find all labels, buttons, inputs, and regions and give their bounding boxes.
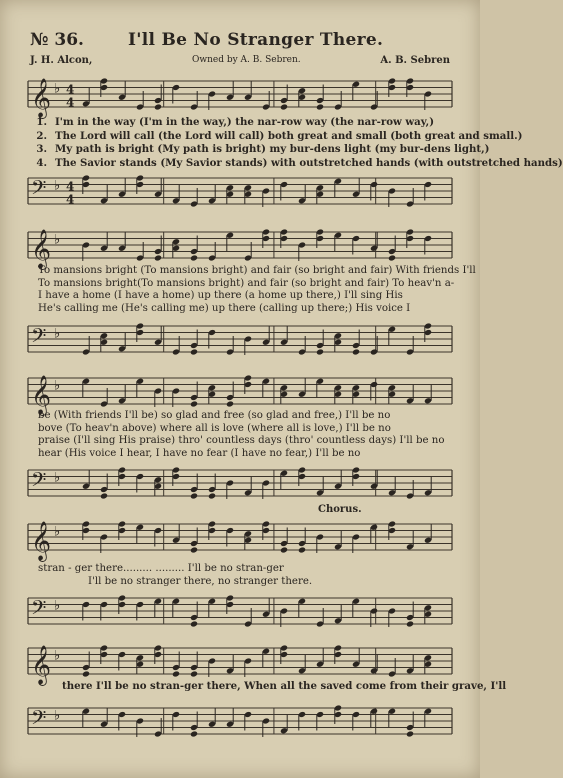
svg-text:𝄢: 𝄢 [31,596,47,624]
svg-text:♭: ♭ [54,378,61,394]
verse-line-3-2: bove (To heav'n above) where all is love (where all is love,) I'll be no [38,422,391,434]
svg-text:♭: ♭ [54,81,61,97]
verse-lines-block-2 [38,265,476,315]
hymn-number: № 36. [30,30,84,50]
svg-text:𝄢: 𝄢 [31,324,47,352]
treble-staff-2 [28,226,452,270]
verse-lines-block-1 [32,116,563,170]
svg-text:4: 4 [66,192,75,207]
verse-line-3-3: praise (I'll sing His praise) thro' countless days (thro' countless days) I'll be no [38,435,445,447]
verse-line-4: 4. The Savior stands (My Savior stands) with outstretched hands (with outstretched hands) [36,156,563,169]
verse-lines-block-3 [38,410,445,460]
svg-text:𝄞: 𝄞 [31,78,52,118]
svg-text:♭: ♭ [54,178,61,194]
verse-line-3-1: be (With friends I'll be) so glad and free (so glad and free,) I'll be no [38,410,391,421]
svg-text:♭: ♭ [54,470,61,486]
svg-text:4: 4 [66,82,75,97]
verse-line-2-4: He's calling me (He's calling me) up there (calling up there;) His voice I [38,302,411,314]
svg-text:4: 4 [66,95,75,110]
composer-credit: A. B. Sebren [380,55,450,66]
svg-text:♭: ♭ [54,524,61,540]
bass-staff-5 [28,702,452,746]
svg-text:𝄞: 𝄞 [31,229,52,269]
svg-text:𝄞: 𝄞 [31,375,52,415]
treble-staff-1 [28,75,452,119]
chorus-lyrics [38,563,312,588]
svg-text:♭: ♭ [54,708,61,724]
bass-staff-2 [28,320,452,364]
verse-line-2-2: To mansions bright(To mansions bright) and fair (so bright and fair) To heav'n a- [38,277,455,289]
chorus-line-1: stran - ger there......... ......... I'll be no stran-ger [38,563,284,574]
svg-text:𝄢: 𝄢 [31,706,47,734]
svg-text:𝄢: 𝄢 [31,176,47,204]
bass-staff-4 [28,592,452,636]
svg-text:♭: ♭ [54,648,61,664]
verse-line-3-4: hear (His voice I hear, I have no fear (I have no fear,) I'll be no [38,447,361,459]
svg-text:𝄞: 𝄞 [31,521,52,561]
credits-line [30,55,450,67]
copyright-credit: Owned by A. B. Sebren. [192,55,301,65]
svg-text:𝄢: 𝄢 [31,468,47,496]
svg-text:♭: ♭ [54,598,61,614]
svg-text:𝄞: 𝄞 [31,645,52,685]
verse-line-3: 3. My path is bright (My path is bright) my bur-dens light (my bur-dens light,) [36,143,490,156]
hymn-title: I'll Be No Stranger There. [128,30,384,50]
verse-line-2: 2. The Lord will call (the Lord will call) both great and small (both great and small.) [36,129,523,142]
hymn-header [30,30,450,52]
verse-line-2-3: I have a home (I have a home) up there (a home up there,) I'll sing His [38,290,403,302]
svg-text:4: 4 [66,179,75,194]
bass-staff-3 [28,464,452,508]
treble-staff-4 [28,518,452,562]
svg-text:♭: ♭ [54,232,61,248]
svg-text:♭: ♭ [54,326,61,342]
chorus-line-2: I'll be no stranger there, no stranger there. [88,575,313,587]
verse-line-1: 1. I'm in the way (I'm in the way,) the nar-row way (the nar-row way,) [36,116,435,128]
verse-line-2-1: To mansions bright (To mansions bright) and fair (so bright and fair) With friends I'll [38,265,476,276]
bass-staff-1 [28,172,452,216]
chorus-label: Chorus. [318,504,362,515]
final-lyric-line: there I'll be no stran-ger there, When all the saved come from their grave, I'll [62,680,507,692]
author-credit: J. H. Alcon, [30,55,93,66]
